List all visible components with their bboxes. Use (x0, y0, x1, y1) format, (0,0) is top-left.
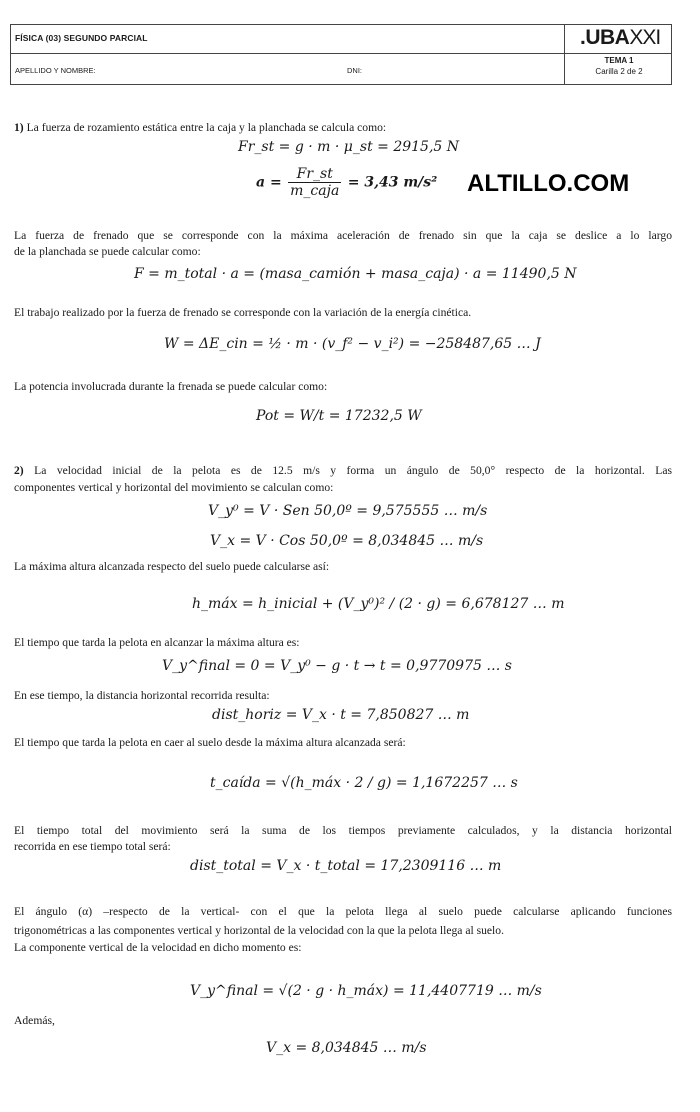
q1-eq-friction: Fr_st = g · m · μ_st = 2915,5 N (238, 139, 460, 155)
q2-caida-text: El tiempo que tarda la pelota en caer al suelo desde la máxima altura alcanzada será: (14, 736, 406, 749)
header-divider (564, 25, 565, 84)
q2-angulo-line1: El ángulo (α) –respecto de la vertical- con el que la pelota llega al suelo puede calcularse aplicando funciones (14, 905, 672, 918)
q1-frenado-line2: de la planchada se puede calcular como: (14, 245, 201, 258)
q2-total-line1: El tiempo total del movimiento será la suma de los tiempos previamente calculados, y la distancia horizontal (14, 824, 672, 837)
q2-eq-vx-repeat: V_x = 8,034845 … m/s (266, 1040, 427, 1056)
q1-trabajo-text: El trabajo realizado por la fuerza de frenado se corresponde con la variación de la energía cinética. (14, 306, 472, 319)
q2-eq-dist-horiz: dist_horiz = V_x · t = 7,850827 … m (212, 707, 470, 723)
q2-ademas: Además, (14, 1014, 55, 1027)
q2-intro-line1: 2) La velocidad inicial de la pelota es de 12.5 m/s y forma un ángulo de 50,0° respecto de la horizontal. Las (14, 464, 672, 477)
q2-angulo-line2: trigonométricas a las componentes vertical y horizontal de la velocidad con la que la pelota llega al suelo. (14, 924, 504, 937)
carilla-label: Carilla 2 de 2 (595, 67, 643, 76)
q1-intro: 1) La fuerza de rozamiento estática entre la caja y la planchada se calcula como: (14, 121, 387, 134)
q2-eq-vy-final: V_y^final = √(2 · g · h_máx) = 11,4407719 … m/s (190, 983, 542, 999)
q2-tiempo-text: El tiempo que tarda la pelota en alcanzar la máxima altura es: (14, 636, 300, 649)
header-row-student (11, 54, 671, 85)
q1-eq-work: W = ΔE_cin = ½ · m · (v_f² − v_i²) = −258487,65 … J (164, 336, 541, 352)
name-field-label: APELLIDO Y NOMBRE: (15, 66, 96, 75)
q1-potencia-text: La potencia involucrada durante la frenada se puede calcular como: (14, 380, 328, 393)
q2-eq-tcaida: t_caída = √(h_máx · 2 / g) = 1,1672257 … s (210, 775, 518, 791)
dni-field-label: DNI: (347, 66, 362, 75)
q2-total-line2: recorrida en ese tiempo total será: (14, 840, 171, 853)
q2-angulo-line3: La componente vertical de la velocidad en dicho momento es: (14, 941, 302, 954)
q2-altura-text: La máxima altura alcanzada respecto del suelo puede calcularse así: (14, 560, 330, 573)
q2-eq-hmax: h_máx = h_inicial + (V_y⁰)² / (2 · g) = 6,678127 … m (192, 596, 565, 612)
q2-eq-vy0: V_y⁰ = V · Sen 50,0º = 9,575555 … m/s (208, 503, 488, 519)
q1-eq-power: Pot = W/t = 17232,5 W (256, 408, 422, 424)
q1-eq-acceleration: a = $\frac{Fr\_st}{\text{m\_caja}}$ = 3,43 m/s² (256, 166, 438, 199)
watermark-logo: ALTILLO.COM (467, 170, 630, 197)
q2-eq-dist-total: dist_total = V_x · t_total = 17,2309116 … m (190, 858, 502, 874)
course-title: FÍSICA (03) SEGUNDO PARCIAL (15, 33, 148, 43)
q1-frenado-line1: La fuerza de frenado que se corresponde con la máxima aceleración de frenado sin que la caja se deslice a lo largo (14, 229, 672, 242)
q2-eq-vx: V_x = V · Cos 50,0º = 8,034845 … m/s (210, 533, 484, 549)
q2-eq-time: V_y^final = 0 = V_y⁰ − g · t → t = 0,9770975 … s (162, 658, 512, 674)
q2-dist-text: En ese tiempo, la distancia horizontal recorrida resulta: (14, 689, 270, 702)
tema-label: TEMA 1 (604, 56, 634, 65)
q1-eq-force: F = m_total · a = (masa_camión + masa_caja) · a = 11490,5 N (134, 266, 577, 282)
header-row-course (11, 25, 671, 54)
q2-intro-line2: componentes vertical y horizontal del movimiento se calculan como: (14, 481, 334, 494)
exam-header (10, 24, 672, 85)
uba-xxi-logo: .UBAXXI (580, 26, 661, 49)
